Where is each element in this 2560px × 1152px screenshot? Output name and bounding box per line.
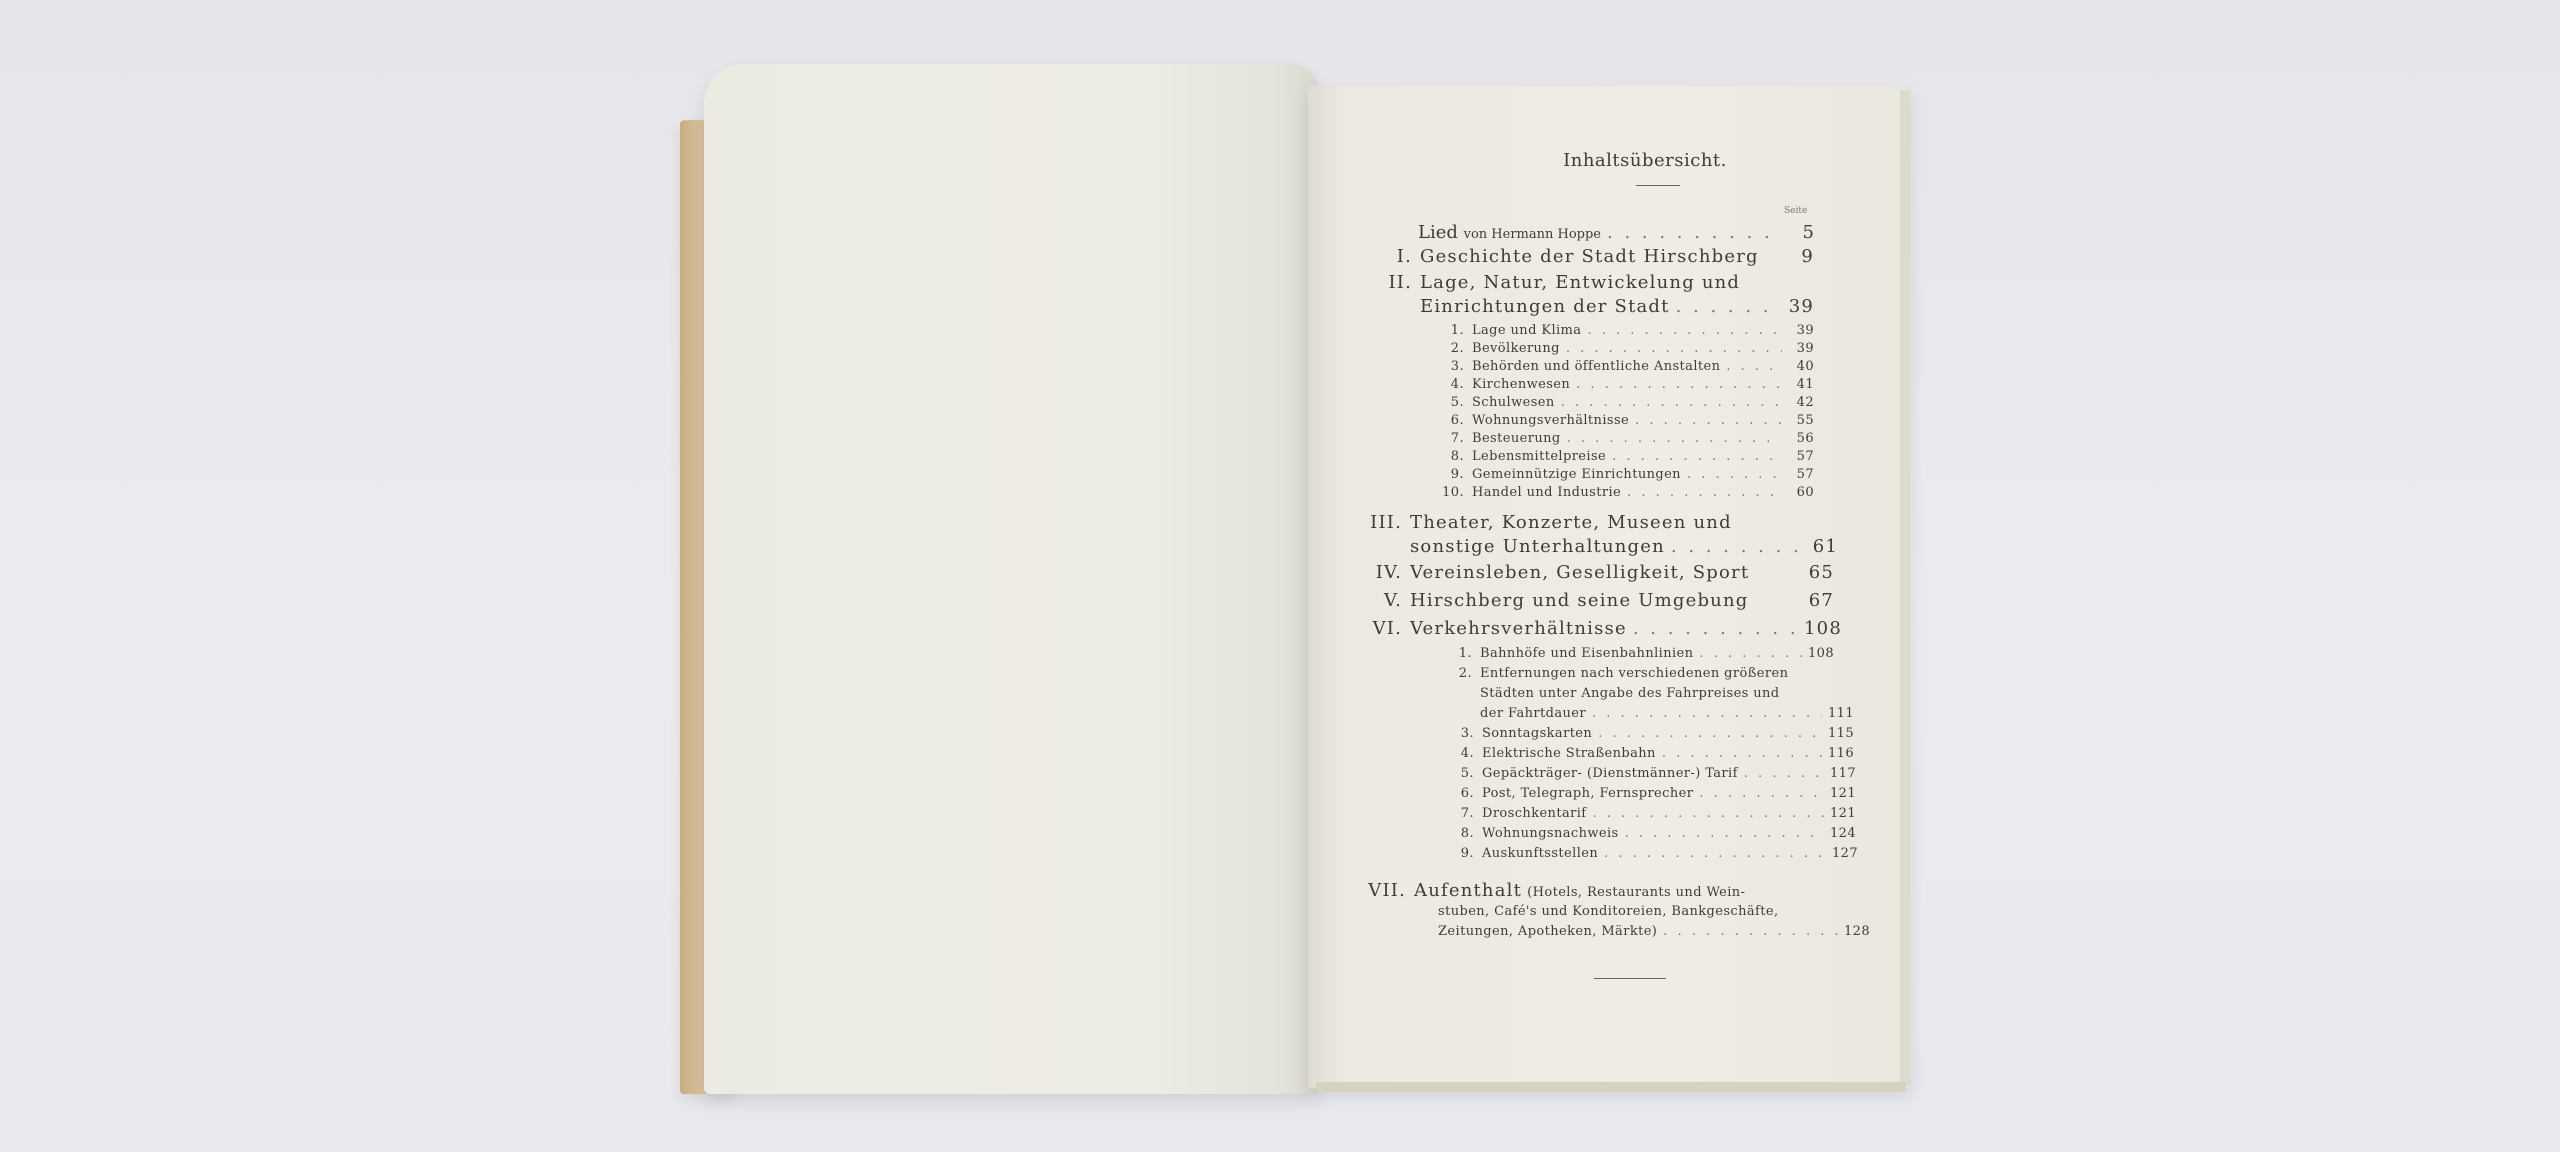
page-number: 39: [1796, 341, 1814, 356]
item-title: Besteuerung: [1472, 431, 1561, 446]
leader-dots: [1607, 222, 1782, 243]
page-number: 108: [1807, 646, 1834, 661]
toc-item: [1454, 786, 1856, 801]
toc-item: [1444, 467, 1814, 482]
chapter-detail: (Hotels, Restaurants und Wein-: [1527, 885, 1746, 900]
chapter-title: Geschichte der Stadt Hirschberg: [1420, 246, 1759, 267]
chapter-title: Vereinsleben, Geselligkeit, Sport: [1410, 562, 1750, 583]
leader-dots: [1627, 485, 1782, 500]
item-number: 10.: [1442, 485, 1464, 500]
item-number: 3.: [1460, 726, 1474, 741]
item-number: 8.: [1450, 449, 1464, 464]
page-number: 116: [1827, 746, 1854, 761]
toc-chapter-1: [1386, 246, 1814, 267]
item-number: 7.: [1450, 431, 1464, 446]
leader-dots: [1593, 806, 1824, 821]
item-title: Kirchenwesen: [1472, 377, 1571, 392]
toc-item: [1444, 413, 1814, 428]
page-number: 55: [1796, 413, 1814, 428]
item-title: Gemeinnützige Einrichtungen: [1472, 467, 1681, 482]
table-of-contents: [1368, 150, 1880, 939]
item-title: Droschkentarif: [1482, 806, 1587, 821]
item-title: Schulwesen: [1472, 395, 1555, 410]
toc-item: [1444, 323, 1814, 338]
item-number: 6.: [1450, 413, 1464, 428]
leader-dots: [1635, 413, 1782, 428]
leader-dots: [1633, 618, 1798, 639]
page-number: 40: [1796, 359, 1814, 374]
toc-item: [1444, 395, 1814, 410]
item-number: 8.: [1460, 826, 1474, 841]
page-number: 111: [1827, 706, 1854, 721]
chapter-number: VII.: [1368, 880, 1406, 901]
toc-item: [1452, 646, 1834, 661]
leader-dots: [1567, 431, 1782, 446]
leader-dots: [1699, 646, 1802, 661]
page-number: 5: [1802, 222, 1814, 243]
toc-item: [1444, 341, 1814, 356]
page-number: 60: [1796, 485, 1814, 500]
page-number: 128: [1843, 924, 1870, 939]
leader-dots: [1576, 377, 1782, 392]
toc-chapter-4: [1368, 562, 1834, 583]
chapter-title-cont: Einrichtungen der Stadt: [1420, 296, 1670, 317]
item-title: Wohnungsnachweis: [1482, 826, 1619, 841]
page-number: 117: [1829, 766, 1856, 781]
leader-dots: [1561, 395, 1782, 410]
page-number: 39: [1788, 296, 1814, 317]
lied-label: Lied: [1418, 222, 1458, 243]
page-number: 121: [1829, 786, 1856, 801]
chapter-title-cont: sonstige Unterhaltungen: [1410, 536, 1665, 557]
page-stack-right-edge: [1900, 90, 1910, 1086]
toc-item: [1444, 377, 1814, 392]
lied-text: von Hermann Hoppe: [1463, 227, 1602, 242]
closing-rule: [1594, 978, 1666, 979]
leader-dots: [1625, 826, 1824, 841]
page-stack-bottom-edge: [1316, 1082, 1906, 1092]
toc-item: [1444, 359, 1814, 374]
toc-chapter-7-line3: [1438, 924, 1870, 939]
chapter-number: IV.: [1375, 562, 1402, 583]
item-title: Bevölkerung: [1472, 341, 1560, 356]
item-title-cont: der Fahrtdauer: [1480, 706, 1587, 721]
page-number: 56: [1796, 431, 1814, 446]
chapter-detail-cont: stuben, Café's und Konditoreien, Bankgeschäfte,: [1438, 904, 1779, 919]
item-title: Gepäckträger- (Dienstmänner-) Tarif: [1482, 766, 1738, 781]
toc-entry-lied: [1418, 222, 1814, 243]
chapter-number: VI.: [1372, 618, 1402, 639]
item-title: Elektrische Straßenbahn: [1482, 746, 1656, 761]
item-title: Auskunftsstellen: [1482, 846, 1599, 861]
toc-item: [1454, 726, 1854, 741]
chapter-title: Aufenthalt: [1414, 880, 1523, 901]
toc-item: [1454, 806, 1856, 821]
chapter-title: Theater, Konzerte, Museen und: [1410, 512, 1732, 533]
item-number: 3.: [1450, 359, 1464, 374]
page-number: 127: [1831, 846, 1858, 861]
item-number: 4.: [1460, 746, 1474, 761]
page-number: 61: [1812, 536, 1838, 557]
item-title: Post, Telegraph, Fernsprecher: [1482, 786, 1694, 801]
item-number: 7.: [1460, 806, 1474, 821]
toc-item: [1444, 431, 1814, 446]
leader-dots: [1663, 924, 1838, 939]
item-title: Handel und Industrie: [1472, 485, 1622, 500]
leader-dots: [1687, 467, 1782, 482]
left-page-blank: [704, 64, 1318, 1094]
page-number: 39: [1796, 323, 1814, 338]
leader-dots: [1587, 323, 1782, 338]
toc-item-multiline-3: [1480, 706, 1854, 721]
toc-chapter-3-line1: [1368, 512, 1788, 533]
leader-dots: [1592, 706, 1822, 721]
item-number: 1.: [1458, 646, 1472, 661]
leader-dots: [1598, 726, 1822, 741]
chapter-title: Hirschberg und seine Umgebung: [1410, 590, 1749, 611]
page-number: 108: [1804, 618, 1842, 639]
title-rule: [1636, 185, 1680, 186]
toc-item: [1454, 746, 1854, 761]
item-number: 9.: [1460, 846, 1474, 861]
item-title: Behörden und öffentliche Anstalten: [1472, 359, 1721, 374]
item-number: 2.: [1450, 341, 1464, 356]
toc-chapter-2-line1: [1384, 272, 1776, 293]
leader-dots: [1699, 786, 1824, 801]
chapter-title: Verkehrsverhältnisse: [1410, 618, 1627, 639]
toc-title: Inhaltsübersicht.: [1563, 150, 1727, 171]
item-number: 2.: [1458, 666, 1472, 681]
item-title: Wohnungsverhältnisse: [1472, 413, 1630, 428]
item-title-cont: Städten unter Angabe des Fahrpreises und: [1480, 686, 1780, 701]
leader-dots: [1662, 746, 1822, 761]
page-number: 124: [1829, 826, 1856, 841]
item-title: Entfernungen nach verschiedenen größeren: [1480, 666, 1789, 681]
leader-dots: [1566, 341, 1782, 356]
page-number: 9: [1801, 246, 1814, 267]
toc-chapter-6: [1368, 618, 1842, 639]
leader-dots: [1744, 766, 1824, 781]
toc-item: [1444, 449, 1814, 464]
leader-dots: [1726, 359, 1782, 374]
chapter-number: III.: [1370, 512, 1402, 533]
seite-label: Seite: [1784, 206, 1808, 216]
item-number: 4.: [1450, 377, 1464, 392]
item-number: 5.: [1460, 766, 1474, 781]
page-number: 67: [1808, 590, 1834, 611]
toc-item: [1454, 766, 1856, 781]
item-title: Bahnhöfe und Eisenbahnlinien: [1480, 646, 1694, 661]
chapter-title: Lage, Natur, Entwickelung und: [1420, 272, 1741, 293]
page-number: 41: [1796, 377, 1814, 392]
chapter-detail-cont: Zeitungen, Apotheken, Märkte): [1438, 924, 1658, 939]
toc-item: [1438, 485, 1814, 500]
toc-item-multiline-2: [1480, 686, 1860, 701]
toc-chapter-5: [1368, 590, 1834, 611]
page-number: 57: [1796, 467, 1814, 482]
item-title: Sonntagskarten: [1482, 726, 1593, 741]
leader-dots: [1671, 536, 1806, 557]
item-number: 6.: [1460, 786, 1474, 801]
item-title: Lage und Klima: [1472, 323, 1582, 338]
toc-item: [1454, 826, 1856, 841]
page-number: 65: [1808, 562, 1834, 583]
page-number: 57: [1796, 449, 1814, 464]
chapter-number: II.: [1388, 272, 1412, 293]
toc-item: [1454, 846, 1858, 861]
page-number: 42: [1796, 395, 1814, 410]
toc-chapter-7-line1: [1366, 880, 1836, 901]
leader-dots: [1676, 296, 1782, 317]
chapter-number: I.: [1396, 246, 1412, 267]
toc-item-multiline-1: [1452, 666, 1852, 681]
toc-chapter-3-line2: [1410, 536, 1838, 557]
toc-chapter-2-line2: [1420, 296, 1814, 317]
item-number: 5.: [1450, 395, 1464, 410]
chapter-number: V.: [1384, 590, 1402, 611]
leader-dots: [1612, 449, 1782, 464]
item-number: 1.: [1450, 323, 1464, 338]
page-number: 115: [1827, 726, 1854, 741]
item-title: Lebensmittelpreise: [1472, 449, 1607, 464]
page-number: 121: [1829, 806, 1856, 821]
item-number: 9.: [1450, 467, 1464, 482]
toc-chapter-7-line2: [1438, 904, 1858, 919]
leader-dots: [1604, 846, 1826, 861]
